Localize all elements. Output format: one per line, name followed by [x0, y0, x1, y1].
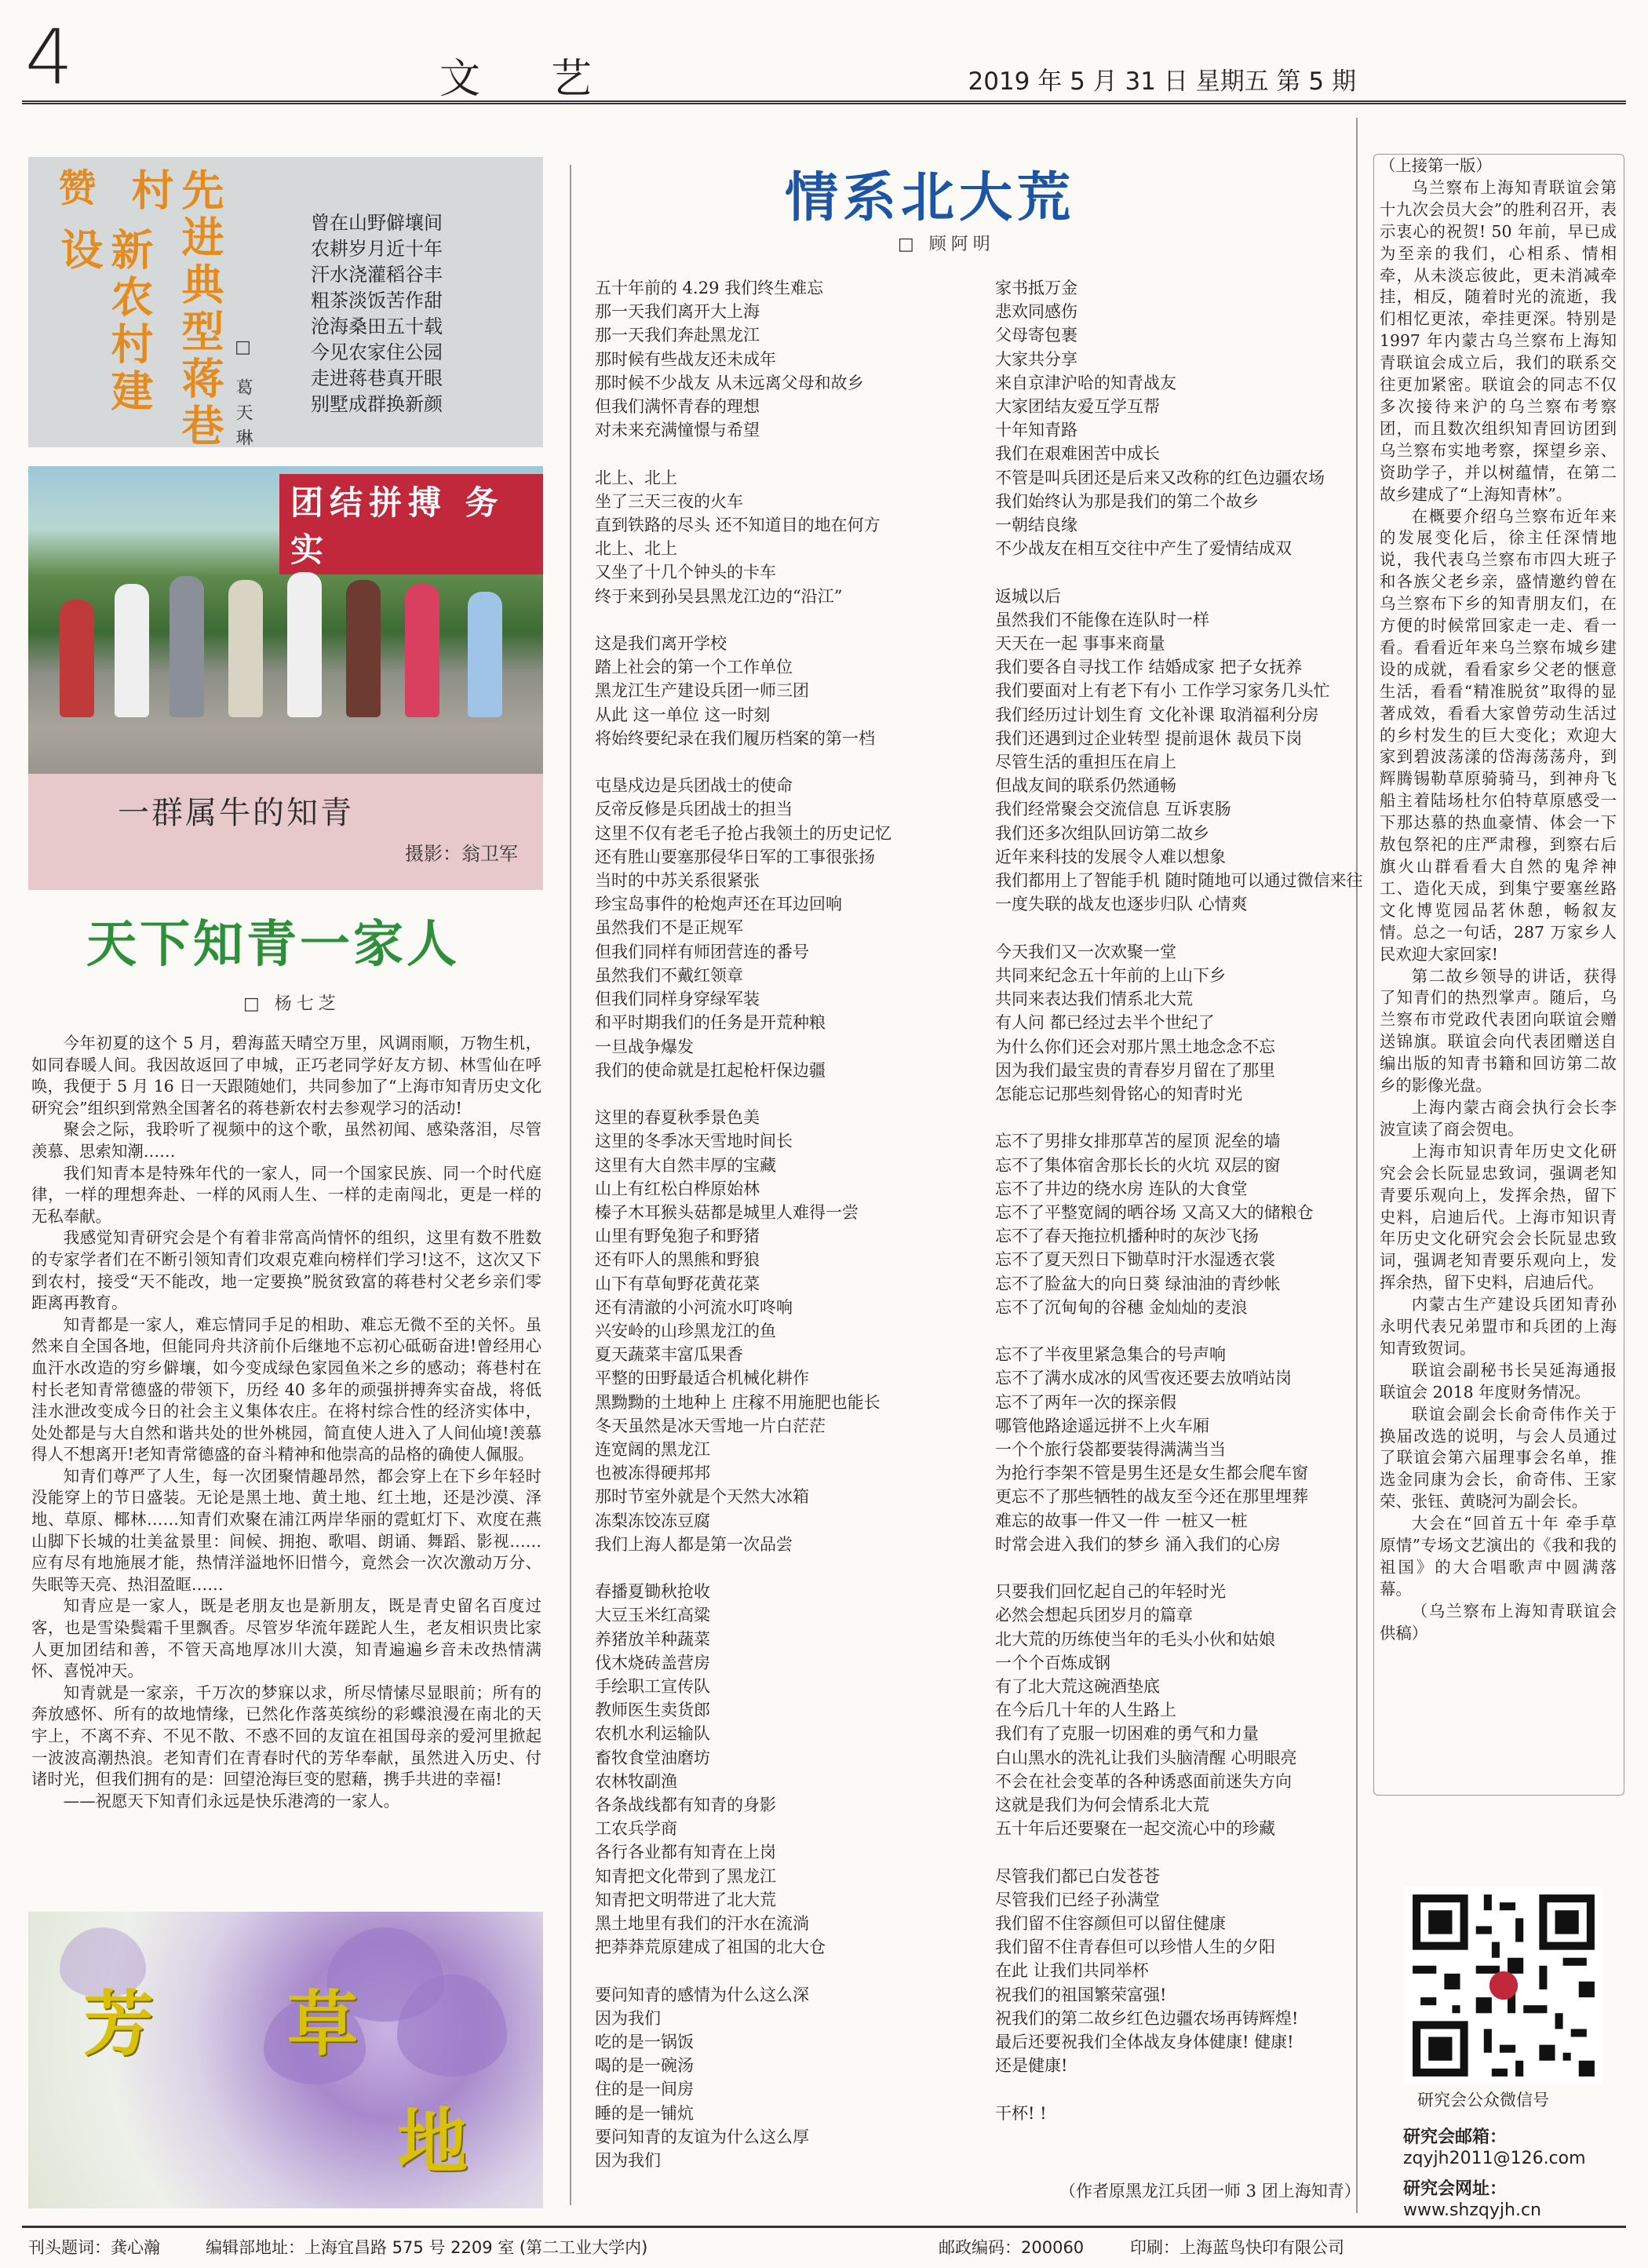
main-poem-author: □ 顾阿明 — [898, 235, 995, 254]
footer-address: 编辑部地址：上海宜昌路 575 号 2209 室 (第二工业大学内) — [206, 2238, 648, 2257]
website-link[interactable]: www.shzqyjh.cn — [1403, 2201, 1541, 2220]
footer-printer: 印刷：上海蓝鸟快印有限公司 — [1130, 2238, 1344, 2257]
main-poem-title: 情系北大荒 — [785, 167, 1076, 229]
story-paragraph: 联谊会副秘书长吴延海通报联谊会 2018 年度财务情况。 — [1380, 1360, 1617, 1402]
story-paragraph: 联谊会副会长俞奇伟作关于换届改选的说明，与会人员通过了联谊会第六届理事会名单，推选金同康为会长，俞奇伟、王家荣、张钰、黄晓河为副会长。 — [1380, 1404, 1617, 1511]
praise-poem-line: 今见农家住公园 — [311, 341, 443, 363]
website-label: 研究会网址： — [1403, 2179, 1508, 2199]
praise-poem-line: 农耕岁月近十年 — [311, 238, 443, 260]
article-body — [31, 1033, 541, 1812]
qr-label: 研究会公众微信号 — [1417, 2091, 1549, 2109]
article-paragraph: 我们知青本是特殊年代的一家人，同一个国家民族、同一个时代庭律，一样的理想奔赴、一样的风雨人生、一样的走南闯北，更是一样的无私奉献。 — [31, 1163, 541, 1226]
person-figure — [228, 580, 263, 717]
footer-rule — [22, 2226, 1626, 2228]
article-paragraph: 知青就是一家亲，千万次的梦寐以求，所尽情愫尽显眼前；所有的奔放感怀、所有的故地情缘，已然化作落英缤纷的彩蝶浪漫在南北的天宇上，不离不弃、不见不散、不惑不回的友谊在祖国母亲的爱河里掀起一波波高潮热浪。老知青们在青春时代的芳华奉献，虽然进入历史、付诸时光，但我们拥有的是：回望沧海巨变的慰藉，携手共进的幸福! — [31, 1683, 541, 1789]
praise-title-line1: 先进典型蒋巷村 — [125, 168, 224, 450]
flower-word: 芳 — [83, 1983, 154, 2066]
praise-poem-line: 汗水浇灌稻谷丰 — [311, 264, 443, 286]
footer-calligraphy: 刊头题词：龚心瀚 — [28, 2238, 160, 2257]
person-figure — [405, 584, 439, 717]
story-paragraph: 大会在“回首五十年 牵手草原情”专场文艺演出的《我和我的祖国》的大合唱歌声中圆满落幕。 — [1380, 1514, 1617, 1599]
wechat-qr-code[interactable] — [1405, 1887, 1602, 2084]
photo-credit: 摄影：翁卫军 — [405, 843, 518, 865]
story-source: （乌兰察布上海知青联谊会供稿） — [1380, 1601, 1617, 1643]
issue-date: 2019 年 5 月 31 日 星期五 第 5 期 — [968, 67, 1356, 96]
article-author: □ 杨七芝 — [243, 994, 341, 1014]
main-poem-signature: （作者原黑龙江兵团一师 3 团上海知青） — [1059, 2182, 1361, 2201]
story-paragraph: 上海内蒙古商会执行会长李波宣读了商会贺电。 — [1380, 1097, 1617, 1139]
qr-code-icon — [1405, 1887, 1602, 2084]
person-figure — [115, 584, 149, 717]
story-paragraph: 在概要介绍乌兰察布近年来的发展变化后，徐主任深情地说，我代表乌兰察布市四大班子和各族父老乡亲，盛情邀约曾在乌兰察布下乡的知青朋友们，在方便的时候常回家走一走、看一看。看看近年来乌兰察布城乡建设的成就，看看家乡父老的惬意生活，看看“精准脱贫”取得的显著成效，看看大家曾劳动生活过的乡村发生的巨大变化；欢迎大家到碧波荡漾的岱海荡荡舟，到辉腾锡勒草原骑骑马，到神舟飞船主着陆场杜尔伯特草原感受一下那达慕的热血豪情、体会一下敖包祭祀的庄严肃穆，到察右后旗火山群看看大自然的鬼斧神工、造化天成，到集宁要塞丝路文化博览园品茗休憩，畅叙友情。总之一句话，287 万家乡人民欢迎大家回家! — [1380, 506, 1617, 964]
photo-caption: 一群属牛的知青 — [118, 795, 354, 831]
person-figure — [170, 576, 204, 717]
article-paragraph: 知青都是一家人，难忘情同手足的相助、难忘无微不至的关怀。虽然来自全国各地，但能同舟共济前仆后继地不忘初心砥砺奋进!曾经用心血汗水改造的穷乡僻壤，如今变成绿色家园鱼米之乡的感动；蒋巷村在村长老知青常德盛的带领下，历经 40 多年的顽强拼搏奔实奋战，将低洼水泄改变成今日的社会主义集体农庄。在将村综合性的经济实体中，处处都是与大自然和谐共处的世外桃园，简直使人进入了人间仙境!羡慕得人不想离开!老知青常德盛的奋斗精神和他崇高的品格的确使人佩服。 — [31, 1314, 541, 1464]
header-rule — [22, 100, 1626, 104]
praise-title-word: 赞 — [52, 168, 96, 206]
person-figure — [346, 580, 381, 717]
article-paragraph: 知青应是一家人，既是老朋友也是新朋友，既是青史留名百度过客，也是雪染鬓霜千里飘香。尽管岁华流年蹉跎人生，老友相识贵比家人更加团结和善，不管天高地厚冰川大漠，知青遍遍乡音未改热情满怀、喜悦冲天。 — [31, 1596, 541, 1681]
story-paragraph: 第二故乡领导的讲话，获得了知青们的热烈掌声。随后，乌兰察布市党政代表团向联谊会赠送锦旗。联谊会向代表团赠送自编出版的知青书籍和回访第二故乡的影像光盘。 — [1380, 966, 1617, 1096]
continued-label: （上接第一版） — [1380, 156, 1492, 175]
column-divider-left — [570, 165, 571, 2205]
flower-word: 草 — [287, 1983, 358, 2066]
article-paragraph: 我感觉知青研究会是个有着非常高尚情怀的组织，这里有数不胜数的专家学者们在不断引领知青们攻艰克难向榜样们学习!这不，这次又下到农村，接受“天不能改，地一定要换”脱贫致富的蒋巷村父老乡亲们零距离再教育。 — [31, 1228, 541, 1313]
praise-poem-line: 曾在山野僻壤间 — [311, 212, 443, 234]
article-paragraph: ——祝愿天下知青们永远是快乐港湾的一家人。 — [63, 1791, 399, 1810]
person-figure — [287, 572, 322, 717]
main-poem-column-2: 家书抵万金 悲欢同感伤 父母寄包裹 大家共分享 来自京津沪哈的知青战友 大家团结友爱互学互帮 十年知青路 我们在艰难困苦中成长 不管是叫兵团还是后来又改称的红色边疆农场 我们始终认为那是我们的第二个故乡 一朝结良缘 不少战友在相互交往中产生了爱情结成双 返城以后 虽然我们不能像在连队时一样 天天在一起 事事来商量 我们要各自寻找工作 结婚成家 把子女抚养 我们要面对上有老下有小 工作学习家务几头忙 我们经历过计划生育 文化补课 取消福利分房 我们还遇到过企业转型 提前退休 裁员下岗 尽管生活的重担压在肩上 但战友间的联系仍然通畅 我们经常聚会交流信息 互诉衷肠 我们还多次组队回访第二故乡 近年来科技的发展令人难以想象 我们都用上了智能手机 随时随地可以通过微信来往 一度失联的战友也逐步归队 心情爽 今天我们又一次欢聚一堂 共同来纪念五十年前的上山下乡 共同来表达我们情系北大荒 有人问 都已经过去半个世纪了 为什么你们还会对那片黑土地念念不忘 因为我们最宝贵的青春岁月留在了那里 怎能忘记那些刻骨铭心的知青时光 忘不了男排女排那草苫的屋顶 泥垒的墙 忘不了集体宿舍那长长的火坑 双层的窗 忘不了井边的绕水房 连队的大食堂 忘不了平整宽阔的晒谷场 又高又大的储粮仓 忘不了春天拖拉机播种时的灰沙飞扬 忘不了夏天烈日下锄草时汗水湿透衣裳 忘不了脸盆大的向日葵 绿油油的青纱帐 忘不了沉甸甸的谷穗 金灿灿的麦浪 忘不了半夜里紧急集合的号声响 忘不了满水成冰的风雪夜还要去放哨站岗 忘不了两年一次的探亲假 哪管他路途遥远拼不上火车厢 一个个旅行袋都要装得满满当当 为抢行李架不管是男生还是女生都会爬车窗 更忘不了那些牺牲的战友至今还在那里埋葬 难忘的故事一件又一件 一桩又一桩 时常会进入我们的梦乡 涌入我们的心房 只要我们回忆起自己的年轻时光 必然会想起兵团岁月的篇章 北大荒的历练使当年的毛头小伙和姑娘 一个个百炼成钢 有了北大荒这碗酒垫底 在今后几十年的人生路上 我们有了克服一切困难的勇气和力量 白山黑水的洗礼让我们头脑清醒 心明眼亮 不会在社会变革的各种诱惑面前迷失方向 这就是我们为何会情系北大荒 五十年后还要聚在一起交流心中的珍藏 尽管我们都已白发苍苍 尽管我们已经子孙满堂 我们留不住容颜但可以留住健康 我们留不住青春但可以珍惜人生的夕阳 在此 让我们共同举杯 祝我们的祖国繁荣富强! 祝我们的第二故乡红色边疆农场再铸辉煌! 最后还要祝我们全体战友身体健康! 健康! 还是健康! 干杯! ! — [995, 279, 1363, 2123]
main-poem-column-1: 五十年前的 4.29 我们终生难忘 那一天我们离开大上海 那一天我们奔赴黑龙江 那时候有些战友还未成年 那时候不少战友 从未远离父母和故乡 但我们满怀青春的理想 对未来充满憧憬与希望 北上、北上 坐了三天三夜的火车 直到铁路的尽头 还不知道目的地在何方 北上、北上 又坐了十几个钟头的卡车 终于来到孙吴县黑龙江边的“沿江” 这是我们离开学校 踏上社会的第一个工作单位 黑龙江生产建设兵团一师三团 从此 这一单位 这一时刻 将始终要纪录在我们履历档案的第一档 屯垦戍边是兵团战士的使命 反帝反修是兵团战士的担当 这里不仅有老毛子抢占我领土的历史记忆 还有胜山要塞那侵华日军的工事很张扬 当时的中苏关系很紧张 珍宝岛事件的枪炮声还在耳边回响 虽然我们不是正规军 但我们同样有师团营连的番号 虽然我们不戴红领章 但我们同样身穿绿军装 和平时期我们的任务是开荒种粮 一旦战争爆发 我们的使命就是扛起枪杆保边疆 这里的春夏秋季景色美 这里的冬季冰天雪地时间长 这里有大自然丰厚的宝藏 山上有红松白桦原始林 榛子木耳猴头菇都是城里人难得一尝 山里有野兔狍子和野猪 还有吓人的黑熊和野狼 山下有草甸野花黄花菜 还有清澈的小河流水叮咚响 兴安岭的山珍黑龙江的鱼 夏天蔬菜丰富瓜果香 平整的田野最适合机械化耕作 黑黝黝的土地种上 庄稼不用施肥也能长 冬天虽然是冰天雪地一片白茫茫 连宽阔的黑龙江 也被冻得硬邦邦 那时节室外就是个天然大冰箱 冻梨冻饺冻豆腐 我们上海人都是第一次品尝 春播夏锄秋抢收 大豆玉米红高粱 养猪放羊种蔬菜 伐木烧砖盖营房 手绘职工宣传队 教师医生卖货郎 农机水利运输队 畜牧食堂油磨坊 农林牧副渔 各条战线都有知青的身影 工农兵学商 各行各业都有知青在上岗 知青把文化带到了黑龙江 知青把文明带进了北大荒 黑土地里有我们的汗水在流淌 把莽莽荒原建成了祖国的北大仓 要问知青的感情为什么这么深 因为我们 吃的是一锅饭 喝的是一碗汤 住的是一间房 睡的是一铺炕 要问知青的友谊为什么这么厚 因为我们 — [595, 279, 891, 2171]
praise-title-line2: 新农村建设 — [54, 228, 154, 416]
footer-postal-code: 邮政编码：200060 — [939, 2238, 1085, 2257]
continued-story — [1380, 155, 1617, 1645]
praise-poem-author: □ 葛天琳 — [233, 337, 253, 454]
article-title: 天下知青一家人 — [86, 916, 460, 974]
article-paragraph: 今年初夏的这个 5 月，碧海蓝天晴空万里，风调雨顺，万物生机，如同春暖人间。我因故返回了申城，正巧老同学好友方韧、林雪仙在呼唤，我便于 5 月 16 日一天跟随她们，共同参加了“上海市知青历史文化研究会”组织到常熟全国著名的蒋巷新农村去参观学习的活动! — [31, 1034, 541, 1118]
photo-banner: 团结拼搏 务实 — [279, 474, 543, 574]
flower-banner — [28, 1912, 543, 2208]
group-photo — [28, 466, 543, 811]
praise-poem-line: 粗茶淡饭苦作甜 — [311, 290, 443, 312]
flower-word: 地 — [397, 2101, 468, 2183]
article-paragraph: 知青们尊严了人生，每一次团聚情趣昂然，都会穿上在下乡年轻时没能穿上的节日盛装。无论是黑土地、黄土地、红土地，还是沙漠、泽地、草原、椰林……知青们欢聚在浦江两岸华丽的霓虹灯下、欢度在燕山脚下长城的壮美盆景里：间候、拥抱、歌唱、朗诵、舞蹈、影视……应有尽有地施展才能，热情洋溢地怀旧惜今，竟然会一次次激动万分、失眠等天亮、热泪盈眶…… — [31, 1466, 541, 1594]
praise-poem-line: 走进蒋巷真开眼 — [311, 367, 443, 389]
section-name: 文艺 — [439, 56, 663, 103]
article-paragraph: 聚会之际，我聆听了视频中的这个歌，虽然初闻、感染落泪，尽管羡慕、思索知潮…… — [31, 1120, 541, 1161]
praise-poem-line: 别墅成群换新颜 — [311, 393, 443, 415]
person-figure — [468, 592, 502, 717]
story-paragraph: 乌兰察布上海知青联谊会第十九次会员大会”的胜利召开，表示衷心的祝贺! 50 年前，早已成为至亲的我们，心相系、情相牵，从未淡忘彼此，更未消减牵挂，相反，随着时光的流逝，我们相忆更浓，牵挂更深。特别是 1997 年内蒙古乌兰察布上海知青联谊会成立后，我们的联系交往更加紧密。联谊会的同志不仅多次接待来沪的乌兰察布考察团，而且数次组织知青回访团到乌兰察布实地考察，探望乡亲、资助学子，并以树蕴情，在第二故乡建成了“上海知青林”。 — [1380, 177, 1617, 504]
story-paragraph: 上海市知识青年历史文化研究会会长阮显忠致词，强调老知青要乐观向上，发挥余热，留下史料，启迪后代。上海市知识青年历史文化研究会会长阮显忠致词，强调老知青要乐观向上，发挥余热，留下史料，启迪后代。 — [1380, 1141, 1617, 1293]
praise-poem-lines — [311, 210, 443, 418]
person-figure — [60, 600, 94, 717]
story-paragraph: 内蒙古生产建设兵团知青孙永明代表兄弟盟市和兵团的上海知青致贺词。 — [1380, 1295, 1617, 1358]
email-label: 研究会邮箱： — [1403, 2128, 1508, 2147]
email-value[interactable]: zqyjh2011@126.com — [1403, 2149, 1586, 2168]
page-number: 4 — [25, 13, 74, 101]
praise-poem-line: 沧海桑田五十载 — [311, 315, 443, 337]
